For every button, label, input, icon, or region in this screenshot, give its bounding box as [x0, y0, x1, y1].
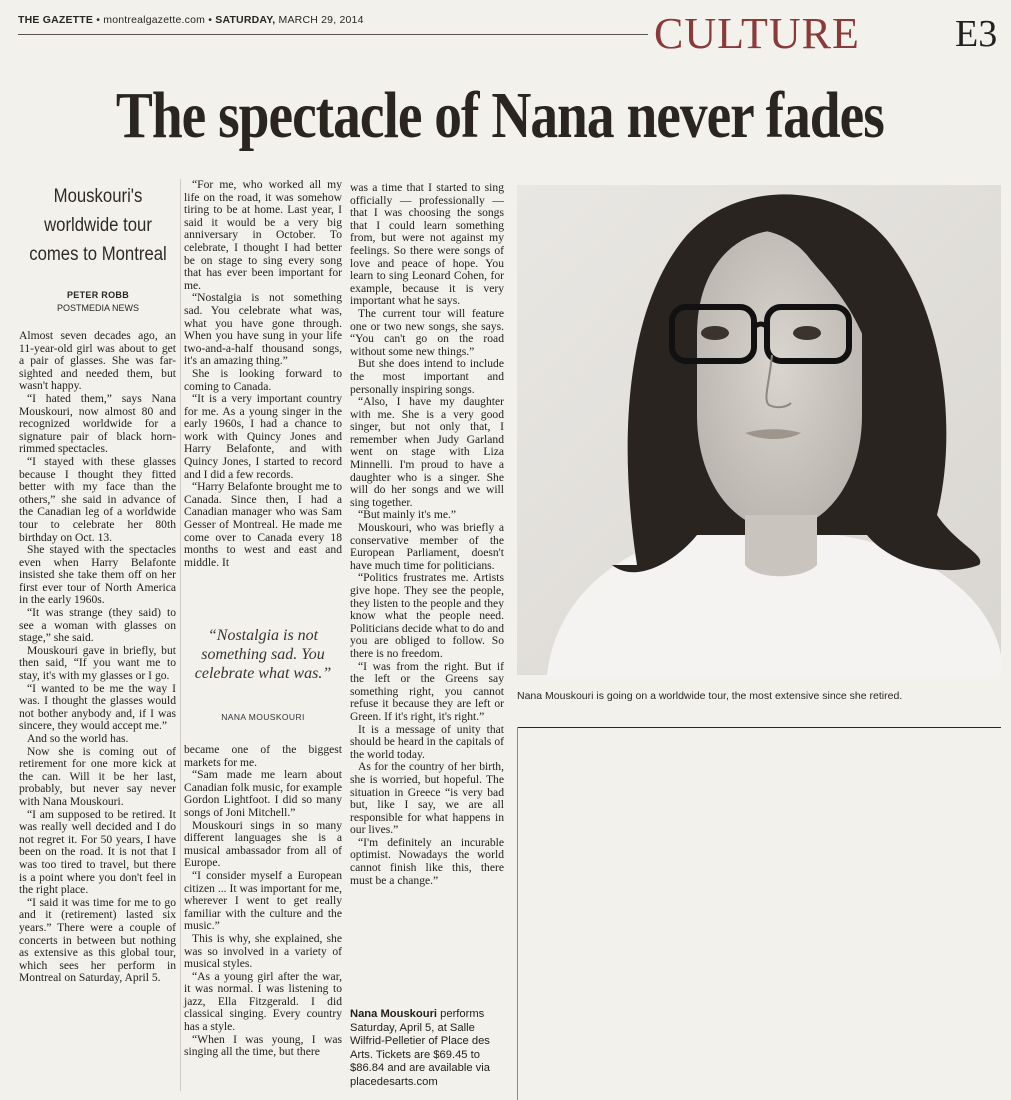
- paragraph: “It was strange (they said) to see a woman with glasses on stage,” she said.: [19, 606, 176, 645]
- ad-box-left-rule: [517, 727, 518, 1100]
- paragraph: “I'm definitely an incurable optimist. Nowadays the world cannot finish like this, there must be a change.”: [350, 835, 504, 887]
- column-divider: [180, 179, 181, 1091]
- paragraph: “Nostalgia is not something sad. You celebrate what was, what you have gone through. When you have sung in your life two-and-a-half thousand songs, it's an amazing thing.”: [184, 291, 342, 368]
- paragraph: Mouskouri gave in briefly, but then said, “If you want me to stay, it's with my glasses or I go.: [19, 643, 176, 683]
- paragraph: “When I was young, I was singing all the time, but there: [184, 1032, 342, 1059]
- paragraph: “For me, who worked all my life on the road, it was somehow tiring to be at home. Last year, I said it would be a very big anniversary in October. To celebrate, I thought I had better be on stage to sing every song that has ever been important for me.: [184, 178, 342, 292]
- paragraph: “Harry Belafonte brought me to Canada. Since then, I had a Canadian manager who was Sam Gesser of Montreal. He made me come over to Canada every 18 months to west and east and middle. It: [184, 480, 342, 569]
- event-performer: Nana Mouskouri: [350, 1008, 438, 1020]
- paragraph: “As a young girl after the war, it was normal. I was listening to jazz, Ella Fitzgerald. I did classical singing. Every country has a style.: [184, 969, 342, 1034]
- byline-org: POSTMEDIA NEWS: [56, 303, 139, 313]
- paragraph: “I hated them,” says Nana Mouskouri, now almost 80 and recognized worldwide for a signature pair of black horn-rimmed spectacles.: [19, 391, 176, 456]
- masthead-dateline: THE GAZETTE • montrealgazette.com • SATURDAY, MARCH 29, 2014: [18, 14, 364, 26]
- paragraph: She is looking forward to coming to Canada.: [184, 366, 342, 393]
- paragraph: This is why, she explained, she was so involved in a variety of musical styles.: [184, 931, 342, 971]
- paragraph: She stayed with the spectacles even when Harry Belafonte insisted she take them off on her first ever tour of North America in the early 1960s.: [19, 543, 176, 607]
- photo-caption: Nana Mouskouri is going on a worldwide tour, the most extensive since she retired.: [517, 690, 903, 702]
- paragraph: The current tour will feature one or two new songs, she says. “You can't go on the road without some new things.”: [350, 306, 504, 358]
- paragraph: “It is a very important country for me. As a young singer in the early 1960s, I had a chance to work with Quincy Jones and Harry Belafonte, and with Quincy Jones, I started to record and I did a few records.: [184, 392, 342, 481]
- pull-quote: “Nostalgia is not something sad. You celebrate what was.”: [194, 627, 332, 682]
- paragraph: “I wanted to be me the way I was. I thought the glasses would not bother anybody and, if I was sincere, they would accept me.”: [19, 681, 176, 733]
- headline: The spectacle of Nana never fades: [115, 79, 884, 152]
- paragraph: But she does intend to include the most important and personally inspiring songs.: [350, 357, 504, 396]
- paragraph: Almost seven decades ago, an 11-year-old girl was about to get a pair of glasses. She was far-sighted and needed them, but wasn't happy.: [19, 329, 176, 393]
- paragraph: Mouskouri, who was briefly a conservative member of the European Parliament, doesn't have much time for politicians.: [350, 521, 504, 572]
- pull-quote-credit: NANA MOUSKOURI: [221, 712, 305, 722]
- paragraph: Mouskouri sings in so many different languages she is a musical ambassador from all of Europe.: [184, 818, 342, 870]
- masthead-rule: [18, 34, 648, 35]
- paragraph: “Also, I have my daughter with me. She is a very good singer, but not only that, I remember when Judy Garland went on stage with Liza Minnelli. I'm proud to have a daughter who is a singer. She will do her songs and we will sing together.: [350, 395, 504, 509]
- paragraph: “Sam made me learn about Canadian folk music, for example Gordon Lightfoot. I did so many songs of Joni Mitchell.”: [184, 768, 342, 819]
- article-column-1: [19, 330, 176, 985]
- paragraph: It is a message of unity that should be heard in the capitals of the world today.: [350, 722, 504, 761]
- section-title: CULTURE: [654, 9, 860, 58]
- deck: Mouskouri's worldwide tour comes to Montreal: [29, 186, 167, 265]
- paragraph: “I consider myself a European citizen ... It was important for me, wherever I went to get really familiar with the culture and the music.”: [184, 868, 342, 933]
- article-column-2-top: [184, 179, 342, 569]
- ad-box-top-rule: [517, 727, 1001, 728]
- paragraph: “I said it was time for me to go and it (retirement) lasted six years.” There were a couple of concerts in between but nothing as extensive as this global tour, which sees her perform in Montreal on Saturday, April 5.: [19, 895, 176, 985]
- paragraph: was a time that I started to sing officially — professionally — that I was choosing the songs that I could learn something from, but were not against my feelings. So there were songs of love and peace of hope. You learn to sing Leonard Cohen, for example, because it is very important what he says.: [350, 181, 504, 308]
- paragraph: And so the world has.: [27, 732, 129, 745]
- article-column-3: [350, 182, 504, 887]
- byline: [14, 290, 182, 313]
- paper-url[interactable]: montrealgazette.com: [103, 14, 206, 26]
- issue-day: SATURDAY,: [215, 14, 276, 26]
- paragraph: “I was from the right. But if the left or the Greens say something right, you cannot refuse it because they are left or Green. If it's right, it's right.”: [350, 659, 504, 723]
- paragraph: became one of the biggest markets for me.: [184, 743, 342, 769]
- portrait-image: [517, 185, 1001, 675]
- paragraph: Now she is coming out of retirement for one more kick at the can. Will it be her last, probably, but never say never with Nana Mouskouri.: [19, 744, 176, 808]
- paragraph: “But mainly it's me.”: [358, 508, 457, 522]
- byline-author: PETER ROBB: [66, 290, 129, 300]
- page-number: E3: [955, 13, 998, 55]
- paper-name: THE GAZETTE: [18, 14, 94, 26]
- event-details: performs Saturday, April 5, at Salle Wilfrid-Pelletier of Place des Arts. Tickets are $69.45 to $86.84 and are available via placedesarts.com: [350, 1008, 490, 1088]
- article-column-2-bottom: [184, 744, 342, 1059]
- article-photo: [517, 185, 1001, 675]
- event-info: [350, 1008, 506, 1090]
- paragraph: “I stayed with these glasses because I thought they fitted better with my face than the others,” she said in advance of the Canadian leg of a worldwide tour to celebrate her 80th birthday on Oct. 13.: [19, 454, 176, 544]
- paragraph: “Politics frustrates me. Artists give hope. They see the people, they listen to the people and they know what the people need. Politicians decide what to do and you are obliged to follow. So there is no freedom.: [350, 571, 504, 660]
- issue-date: MARCH 29, 2014: [278, 14, 364, 26]
- paragraph: As for the country of her birth, she is worried, but hopeful. The situation in Greece “is very bad but, like I say, we are all responsible for what happens in our lives.”: [350, 760, 504, 837]
- paragraph: “I am supposed to be retired. It was really well decided and I do not regret it. For 50 years, I have been on the road. It is not that I was too tired to travel, but there is a point where you don't feel in the right place.: [19, 807, 176, 897]
